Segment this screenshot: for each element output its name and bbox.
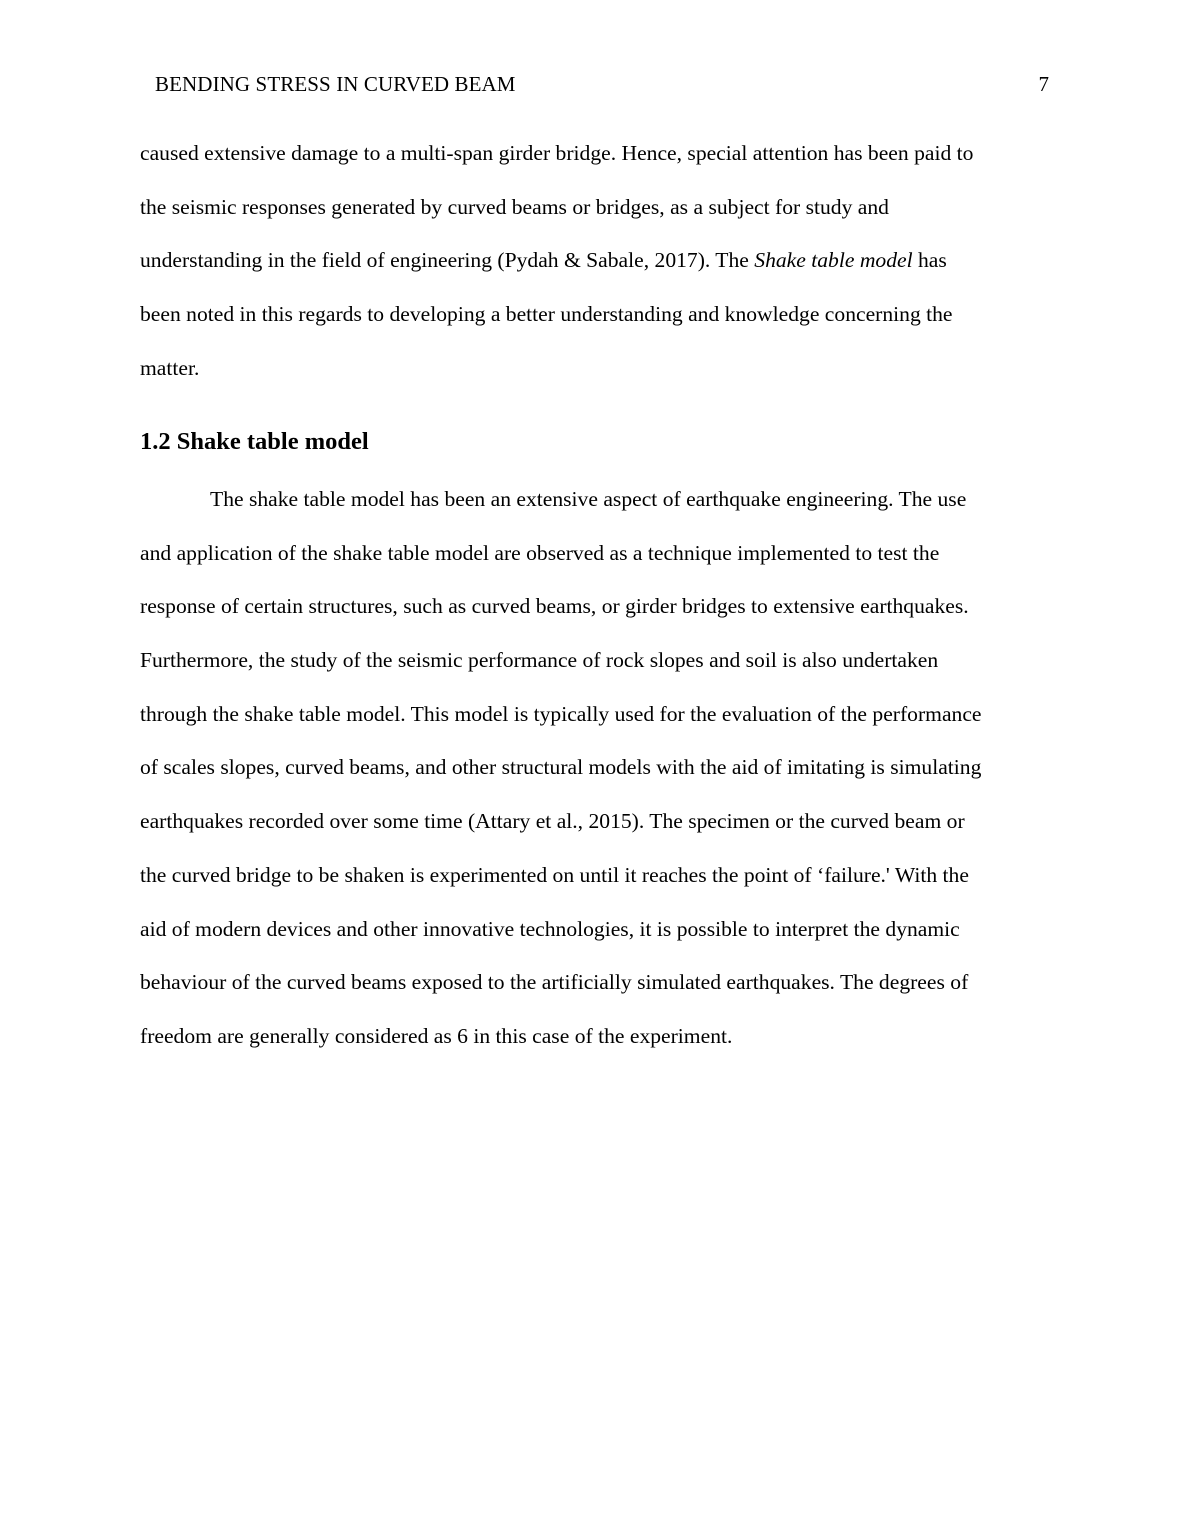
paragraph-1-line-3-tail: has bbox=[912, 248, 947, 273]
paragraph-2 bbox=[140, 473, 1055, 1064]
paragraph-1-line-5: matter. bbox=[140, 355, 200, 380]
running-head: BENDING STRESS IN CURVED BEAM bbox=[155, 72, 516, 96]
paragraph-2-line-10: behaviour of the curved beams exposed to the artificially simulated earthquakes. The degrees of bbox=[140, 970, 969, 995]
paragraph-1-line-1: caused extensive damage to a multi-span girder bridge. Hence, special attention has been paid to bbox=[140, 141, 974, 165]
section-heading: 1.2 Shake table model bbox=[140, 428, 369, 455]
paragraph-2-line-5: through the shake table model. This model is typically used for the evaluation of the performance bbox=[140, 701, 982, 726]
paragraph-2-line-7: earthquakes recorded over some time (Attary et al., 2015). The specimen or the curved beam or bbox=[140, 809, 965, 834]
paragraph-2-line-6: of scales slopes, curved beams, and other structural models with the aid of imitating is simulating bbox=[140, 755, 982, 780]
paragraph-2-line-1: The shake table model has been an extensive aspect of earthquake engineering. The use bbox=[210, 487, 967, 511]
paragraph-2-line-2: and application of the shake table model are observed as a technique implemented to test the bbox=[140, 540, 940, 565]
italic-term-shake-table-model: Shake table model bbox=[754, 248, 913, 273]
page-number: 7 bbox=[1038, 72, 1049, 96]
paragraph-2-line-9: aid of modern devices and other innovative technologies, it is possible to interpret the dynamic bbox=[140, 916, 960, 941]
paragraph-1-line-3 bbox=[140, 234, 1055, 288]
paragraph-2-line-11: freedom are generally considered as 6 in this case of the experiment. bbox=[140, 1023, 733, 1048]
paragraph-1-line-4: been noted in this regards to developing a better understanding and knowledge concerning the bbox=[140, 302, 953, 327]
paragraph-2-line-8: the curved bridge to be shaken is experimented on until it reaches the point of ‘failure.' With the bbox=[140, 862, 969, 887]
paragraph-2-line-3: response of certain structures, such as curved beams, or girder bridges to extensive earthquakes. bbox=[140, 594, 969, 619]
paragraph-1 bbox=[140, 127, 1055, 395]
paragraph-1-line-2: the seismic responses generated by curved beams or bridges, as a subject for study and bbox=[140, 194, 889, 219]
paragraph-1-line-3-lead: understanding in the field of engineering (Pydah & Sabale, 2017). The bbox=[140, 248, 755, 273]
paragraph-2-line-4: Furthermore, the study of the seismic performance of rock slopes and soil is also undertaken bbox=[140, 648, 939, 673]
